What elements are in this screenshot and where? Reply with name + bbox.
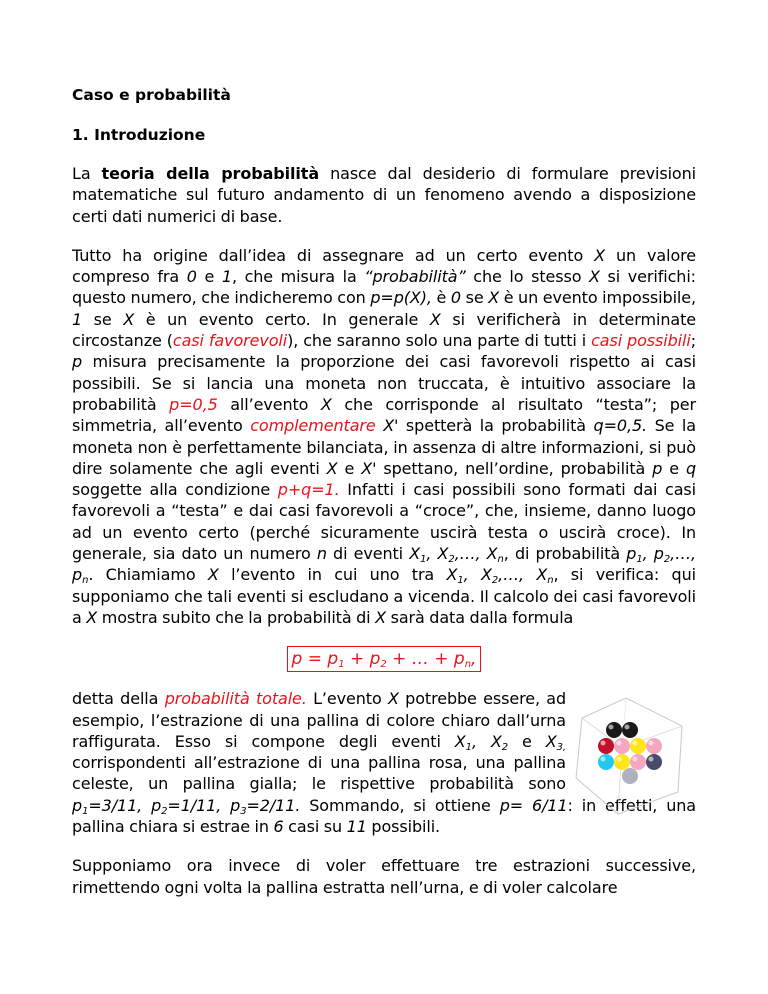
formula-box: $p = p_1 + p_2$ + … + $p_n$,: [287, 646, 482, 672]
document-title: Caso e probabilità: [72, 86, 231, 104]
intro-paragraph: La teoria della probabilità nasce dal desiderio di formulare previsioni matematiche sul futuro andamento di un fenomeno avendo a disposizione certi dati numerici di base.: [72, 164, 696, 226]
urn-balls: [598, 722, 662, 784]
origin-paragraph: Tutto ha origine dall’idea di assegnare ad un certo evento X un valore compreso fra 0 e 1, che misura la “probabilità” che lo stesso X si verifichi: questo numero, che indicheremo con p=p(X), è 0 se X è un evento impossibile, 1 se X è un evento certo. In generale X si verificherà in determinate circostanze (casi favorevoli), che saranno solo una parte di tutti i casi possibili; p misura precisamente la proporzione dei casi favorevoli rispetto ai casi possibili. Se si lancia una moneta non truccata, è intuitivo associare la probabilità p=0,5 all’evento X che corrisponde al risultato “testa”; per simmetria, all’evento complementare X' spetterà la probabilità q=0,5. Se la moneta non è perfettamente bilanciata, in assenza di altre informazioni, si può dire solamente che agli eventi X e X' spettano, nell’ordine, probabilità p e q soggette alla condizione p+q=1. Infatti i casi possibili sono formati dai casi favorevoli a “testa” e dai casi favorevoli a “croce”, che, insieme, danno luogo ad un evento certo (perché sicuramente uscirà testa o uscirà croce). In generale, sia dato un numero n di eventi $X_1$, $X_2,\dots$, $X_n$, di probabilità $p_1$, $p_2,\dots$, $p_n$. Chiamiamo X l’evento in cui uno tra $X_1$, $X_2,\dots$, $X_n$, si verifica: qui supponiamo che tali eventi si escludano a vicenda. Il calcolo dei casi favorevoli a X mostra subito che la probabilità di X sarà data dalla formula: [72, 245, 696, 627]
document-page: [72, 84, 696, 916]
term-complementare: complementare: [250, 416, 376, 436]
urn-illustration: [566, 692, 692, 818]
term-probabilita-totale: probabilità totale.: [164, 689, 307, 709]
total-probability-formula: [72, 646, 696, 672]
total-probability-paragraph: detta della probabilità totale. L’evento X potrebbe essere, ad esempio, l’estrazione di una pallina di colore chiaro dall’urna raffigurata. Esso si compone degli eventi $X_1$, $X_2$ e $X_{3,}$ corrispondenti all’estrazione di una pallina rosa, una pallina celeste, un pallina gialla; le rispettive probabilità sono $p_1=3/11$, $p_2=1/11$, $p_3=2/11$. Sommando, si ottiene p= 6/11: in effetti, una pallina chiara si estrae in 6 casi su 11 possibili.: [72, 689, 696, 837]
section-heading: 1. Introduzione: [72, 126, 206, 144]
term-casi-possibili: casi possibili: [591, 331, 691, 351]
next-paragraph: Supponiamo ora invece di voler effettuare tre estrazioni successive, rimettendo ogni volta la pallina estratta nell’urna, e di voler calcolare: [72, 856, 696, 897]
term-casi-favorevoli: casi favorevoli: [172, 331, 288, 351]
